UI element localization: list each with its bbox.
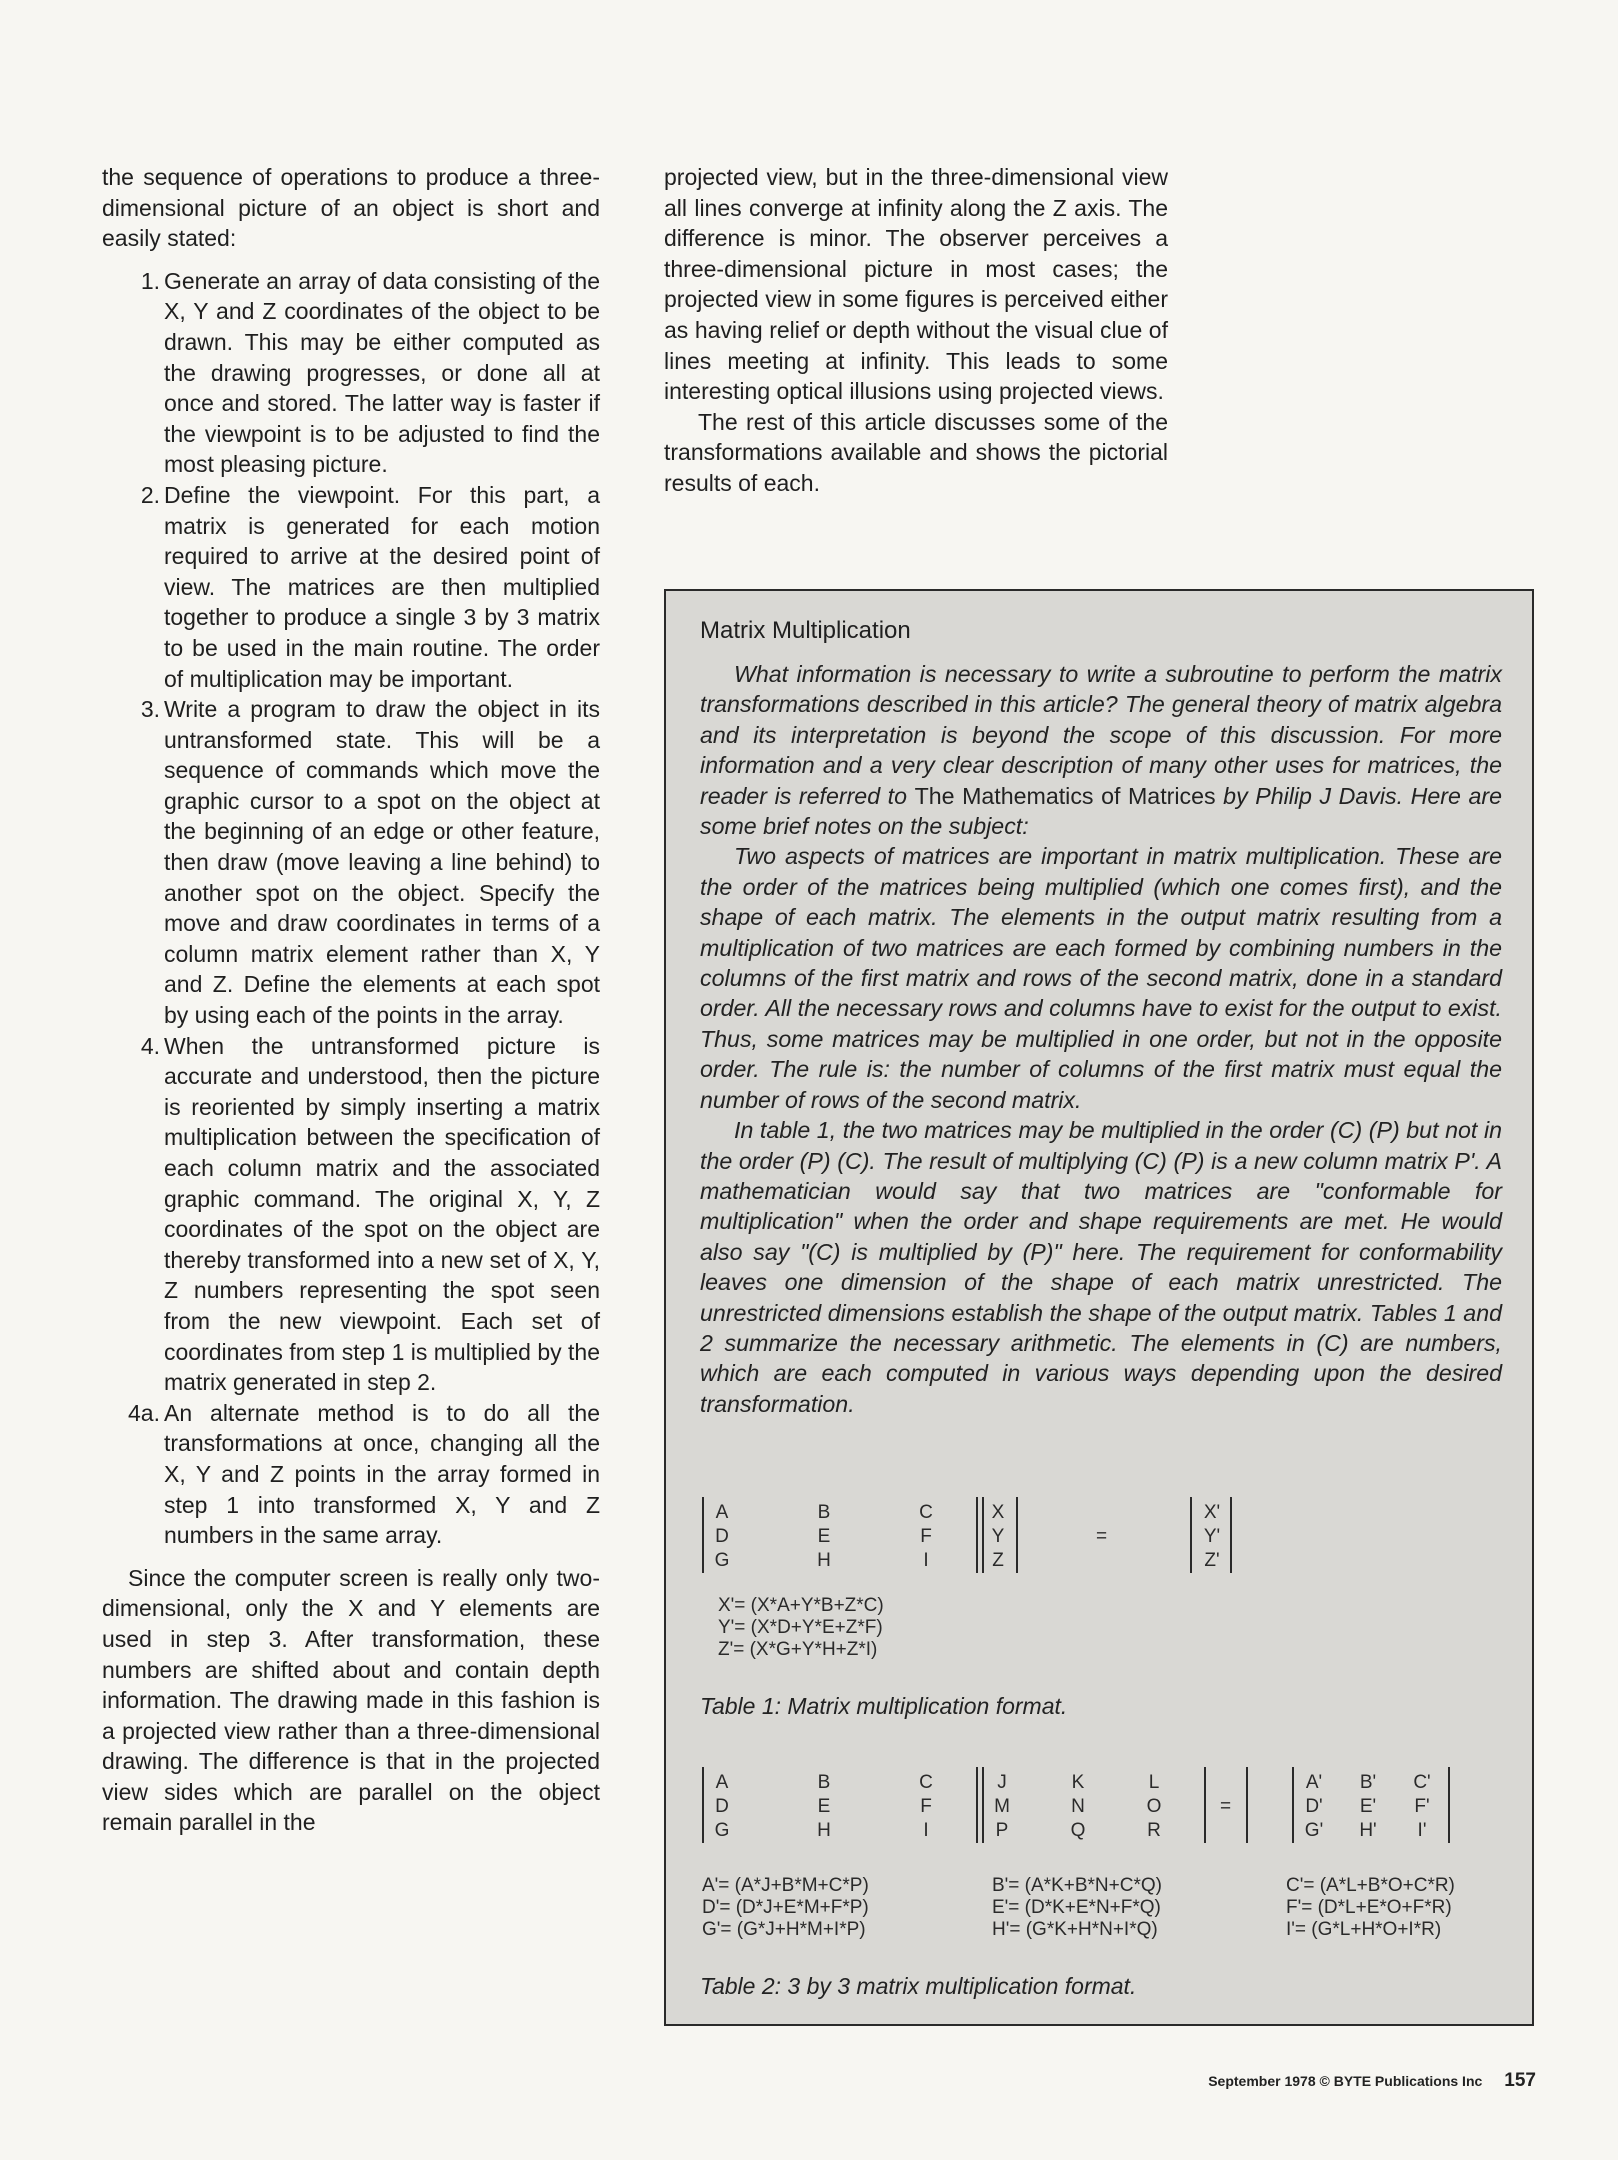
matrix-cell: I'	[1417, 1820, 1427, 1841]
matrix-cell: F'	[1414, 1796, 1430, 1817]
matrix-cell: L	[1148, 1772, 1160, 1793]
matrix-cell: K	[1071, 1772, 1085, 1793]
matrix-cell: A	[715, 1772, 729, 1793]
list-item: 3. Write a program to draw the object in its untransformed state. This will be a sequence of commands which move the graphic cursor to a spot on the object at the beginning of an edge or other feature, then draw (move leaving a line behind) to another spot on the object. Specify the move and draw coordinates in terms of a column matrix element rather than X, Y and Z. Define the elements at each spot by using each of the points in the array.	[140, 696, 600, 1029]
formula-line: X'= (X*A+Y*B+Z*C)	[718, 1595, 884, 1616]
equals-sign: =	[1096, 1526, 1108, 1547]
sidebar-paragraph-3: In table 1, the two matrices may be multiplied in the order (C) (P) but not in the order (P) (C). The result of multiplying (C) (P) is a new column matrix P'. A mathematician would say that two matrices are "conformable for multiplication" when the order and shape requirements are met. He would also say "(C) is multiplied by (P)" here. The requirement for conformability leaves one dimension of the shape of each matrix unrestricted. The unrestricted dimensions establish the shape of the output matrix. Tables 1 and 2 summarize the necessary arithmetic. The elements in (C) are numbers, which are each computed in various ways depending upon the desired transformation.	[700, 1117, 1502, 1417]
formula-line: F'= (D*L+E*O+F*R)	[1286, 1897, 1452, 1918]
book-title: The Mathematics of Matrices	[914, 782, 1216, 809]
equals-sign: =	[1220, 1796, 1232, 1817]
matrix-cell: Q	[1070, 1820, 1086, 1841]
matrix-cell: D	[715, 1526, 729, 1547]
matrix-cell: M	[994, 1796, 1010, 1817]
matrix-cell: I	[923, 1550, 929, 1571]
matrix-cell: A'	[1305, 1772, 1323, 1793]
matrix-cell: X	[991, 1502, 1005, 1523]
matrix-multiplication-sidebar	[664, 589, 1534, 2026]
sidebar-paragraph-1: What information is necessary to write a subroutine to perform the matrix transformations described in this article? The general theory of matrix algebra and its interpretation is beyond the scope of this discussion. For more information and a very clear description of many other uses for matrices, the reader is referred to The Mathematics of Matrices by Philip J Davis. Here are some brief notes on the subject:	[700, 661, 1502, 840]
matrix-cell: C	[919, 1502, 933, 1523]
matrix-cell: P	[995, 1820, 1009, 1841]
steps-list	[102, 266, 600, 1551]
page-footer	[1208, 2070, 1536, 2092]
sidebar-title: Matrix Multiplication	[700, 617, 911, 644]
matrix-cell: E'	[1359, 1796, 1377, 1817]
matrix-cell: E	[817, 1796, 831, 1817]
matrix-cell: Y'	[1203, 1526, 1221, 1547]
list-item: 4. When the untransformed picture is accurate and understood, then the picture is reoriented by simply inserting a matrix multiplication between the specification of each column matrix and the associated graphic command. The original X, Y, Z coordinates of the spot on the object are thereby transformed into a new set of X, Y, Z numbers representing the spot seen from the new viewpoint. Each set of coordinates from step 1 is multiplied by the matrix generated in step 2.	[140, 1032, 600, 1396]
matrix-cell: B'	[1359, 1772, 1377, 1793]
page-number: 157	[1504, 2070, 1536, 2091]
matrix-cell: F	[920, 1796, 932, 1817]
right-paragraph-2: The rest of this article discusses some of the transformations available and shows the pictorial results of each.	[664, 408, 1168, 496]
formula-line: A'= (A*J+B*M+C*P)	[702, 1875, 869, 1896]
matrix-cell: D	[715, 1796, 729, 1817]
matrix-cell: X'	[1203, 1502, 1221, 1523]
formula-line: Y'= (X*D+Y*E+Z*F)	[718, 1617, 883, 1638]
formula-line: E'= (D*K+E*N+F*Q)	[992, 1897, 1161, 1918]
matrix-cell: G	[714, 1550, 730, 1571]
matrix-cell: Z'	[1204, 1550, 1220, 1571]
matrix-cell: I	[923, 1820, 929, 1841]
sidebar-paragraph-2: Two aspects of matrices are important in matrix multiplication. These are the order of the matrices being multiplied (which one comes first), and the shape of each matrix. The elements in the output matrix resulting from a multiplication of two matrices are each formed by combining numbers in the columns of the first matrix and rows of the second matrix, done in a standard order. All the necessary rows and columns have to exist for the output to exist. Thus, some matrices may be multiplied in one order, but not in the opposite order. The rule is: the number of columns of the first matrix must equal the number of rows of the second matrix.	[700, 843, 1502, 1113]
matrix-cell: N	[1071, 1796, 1085, 1817]
formula-line: C'= (A*L+B*O+C*R)	[1286, 1875, 1455, 1896]
matrix-cell: Z	[992, 1550, 1004, 1571]
closing-paragraph: Since the computer screen is really only two-dimensional, only the X and Y elements are used in step 3. After transformation, these numbers are shifted about and contain depth information. The drawing made in this fashion is a projected view rather than a three-dimensional drawing. The difference is that in the projected view sides which are parallel on the object remain parallel in the	[102, 1564, 600, 1836]
matrix-cell: H	[817, 1820, 831, 1841]
formula-line: D'= (D*J+E*M+F*P)	[702, 1897, 869, 1918]
formula-line: G'= (G*J+H*M+I*P)	[702, 1919, 866, 1940]
table-1-caption: Table 1: Matrix multiplication format.	[700, 1693, 1068, 1719]
matrix-cell: O	[1146, 1796, 1162, 1817]
footer-credit: September 1978 © BYTE Publications Inc	[1208, 2073, 1483, 2089]
matrix-cell: G'	[1304, 1820, 1324, 1841]
matrix-cell: A	[715, 1502, 729, 1523]
sidebar-body	[700, 659, 1502, 1419]
right-paragraph-1: projected view, but in the three-dimensional view all lines converge at infinity along the Z axis. The difference is minor. The observer perceives a three-dimensional picture in most cases; the projected view in some figures is perceived either as having relief or depth without the visual clue of lines meeting at infinity. This leads to some interesting optical illusions using projected views.	[664, 164, 1168, 405]
matrix-cell: J	[997, 1772, 1007, 1793]
matrix-cell: B	[817, 1502, 831, 1523]
right-column	[664, 162, 1168, 499]
matrix-cell: G	[714, 1820, 730, 1841]
matrix-cell: C	[919, 1772, 933, 1793]
list-item: 4a. An alternate method is to do all the transformations at once, changing all the X, Y and Z points in the array formed in step 1 into transformed X, Y and Z numbers in the same array.	[128, 1399, 600, 1549]
matrix-cell: B	[817, 1772, 831, 1793]
list-item: 2. Define the viewpoint. For this part, a matrix is generated for each motion required to arrive at the desired point of view. The matrices are then multiplied together to produce a single 3 by 3 matrix to be used in the main routine. The order of multiplication may be important.	[140, 481, 600, 692]
intro-paragraph: the sequence of operations to produce a three-dimensional picture of an object is short and easily stated:	[102, 164, 600, 252]
formula-line: H'= (G*K+H*N+I*Q)	[992, 1919, 1158, 1940]
left-column	[102, 162, 600, 1838]
matrix-cell: C'	[1413, 1772, 1431, 1793]
matrix-cell: Y	[991, 1526, 1005, 1547]
matrix-cell: D'	[1305, 1796, 1323, 1817]
list-item: 1. Generate an array of data consisting of the X, Y and Z coordinates of the object to be drawn. This may be either computed as the drawing progresses, or done all at once and stored. The latter way is faster if the viewpoint is to be adjusted to find the most pleasing picture.	[140, 267, 600, 478]
formula-line: I'= (G*L+H*O+I*R)	[1286, 1919, 1442, 1940]
formula-line: B'= (A*K+B*N+C*Q)	[992, 1875, 1162, 1896]
matrix-cell: R	[1147, 1820, 1161, 1841]
formula-line: Z'= (X*G+Y*H+Z*I)	[718, 1639, 878, 1660]
table-2-caption: Table 2: 3 by 3 matrix multiplication format.	[700, 1973, 1137, 1999]
matrix-cell: H	[817, 1550, 831, 1571]
matrix-cell: H'	[1359, 1820, 1377, 1841]
matrix-cell: F	[920, 1526, 932, 1547]
matrix-cell: E	[817, 1526, 831, 1547]
